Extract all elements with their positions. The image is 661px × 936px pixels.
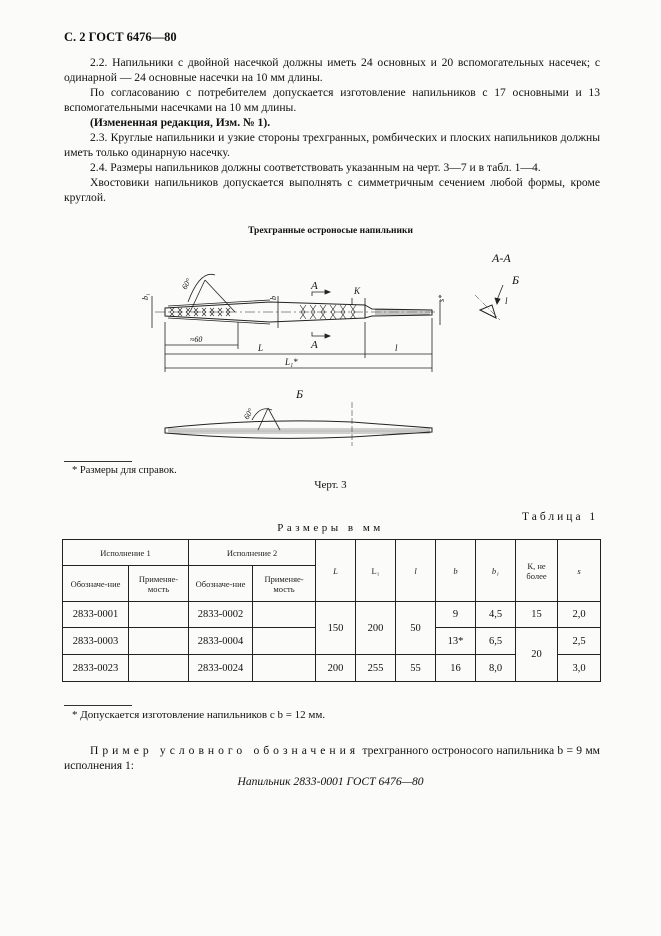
footnote-rule <box>64 461 132 462</box>
cell-designation-2: 2833-0002 <box>189 602 253 628</box>
section-view <box>475 285 503 320</box>
label-a-bottom: А <box>311 339 318 351</box>
header-exec2: Исполнение 2 <box>189 540 316 566</box>
cell-l: 55 <box>396 655 436 682</box>
header-designation-2: Обозначе-ние <box>189 566 253 602</box>
label-b: b <box>269 296 278 300</box>
label-a-top: А <box>311 280 318 292</box>
cell-b1: 6,5 <box>476 628 516 655</box>
label-b1: b₁ <box>141 293 150 300</box>
cell-L1: 255 <box>356 655 396 682</box>
label-dim-60: ≈60 <box>190 335 203 344</box>
label-section-l: l <box>505 296 508 306</box>
paragraph-2-2: 2.2. Напильники с двойной насечкой должны иметь 24 основных и 20 вспомогательных насечек; с одинарной — 24 основные насечки на 10 мм длины. <box>64 56 600 84</box>
header-application-2: Применяе-мость <box>253 566 316 602</box>
cell-L: 200 <box>316 655 356 682</box>
cell-k: 15 <box>516 602 558 628</box>
dimensions-table <box>62 539 601 682</box>
cell-b1: 8,0 <box>476 655 516 682</box>
paragraph-2-4: 2.4. Размеры напильников должны соответствовать указанным на черт. 3—7 и в табл. 1—4. <box>90 161 541 174</box>
figure-caption: Черт. 3 <box>314 479 347 491</box>
label-section-aa: А-А <box>492 251 511 265</box>
cell-b: 16 <box>436 655 476 682</box>
header-b: b <box>436 540 476 602</box>
cell-designation-1: 2833-0003 <box>63 628 129 655</box>
paragraph-2-3: 2.3. Круглые напильники и узкие стороны трехгранных, ромбических и плоских напильников должны иметь только одинарную насечку. <box>64 131 600 159</box>
cell-L1: 200 <box>356 602 396 655</box>
table-row <box>63 602 601 628</box>
example-designation: Напильник 2833-0001 ГОСТ 6476—80 <box>237 775 424 788</box>
header-application-1: Применяе-мость <box>129 566 189 602</box>
header-l: l <box>396 540 436 602</box>
paragraph-amendment: (Измененная редакция, Изм. № 1). <box>90 116 271 129</box>
header-s: s <box>558 540 601 602</box>
cell-designation-2: 2833-0004 <box>189 628 253 655</box>
view-b <box>165 402 432 446</box>
figure-footnote: * Размеры для справок. <box>72 465 177 476</box>
page-header: С. 2 ГОСТ 6476—80 <box>64 30 177 44</box>
cell-designation-2: 2833-0024 <box>189 655 253 682</box>
cell-s: 2,0 <box>558 602 601 628</box>
paragraph-agreement: По согласованию с потребителем допускается изготовление напильников с 17 основными и 13 вспомогательными насечками на 10 мм длины. <box>64 86 600 114</box>
header-L1: L₁ <box>356 540 396 602</box>
cell-b: 9 <box>436 602 476 628</box>
file-drawing <box>0 240 661 455</box>
table-footnote: * Допускается изготовление напильников с b = 12 мм. <box>72 709 326 721</box>
cell-L: 150 <box>316 602 356 655</box>
table-title: Размеры в мм <box>277 522 384 534</box>
table-label: Таблица 1 <box>522 511 599 523</box>
example-paragraph <box>64 743 600 773</box>
label-angle: 60° <box>179 276 194 291</box>
cell-s: 2,5 <box>558 628 601 655</box>
cell-b: 13* <box>436 628 476 655</box>
table-footnote-rule <box>64 705 132 706</box>
cell-k-merged: 20 <box>516 628 558 682</box>
example-lead: Пример условного обозначения <box>90 744 360 757</box>
header-L: L <box>316 540 356 602</box>
figure-title: Трехгранные остроносые напильники <box>248 226 413 236</box>
paragraph-shanks: Хвостовики напильников допускается выполнять с симметричным сечением любой формы, кроме круглой. <box>64 176 600 204</box>
cell-designation-1: 2833-0023 <box>63 655 129 682</box>
label-dim-l1: L₁* <box>285 357 298 367</box>
header-b1: b₁ <box>476 540 516 602</box>
cell-l: 50 <box>396 602 436 655</box>
cell-b1: 4,5 <box>476 602 516 628</box>
label-dim-l-big: L <box>258 343 264 353</box>
label-dim-l: l <box>395 343 398 353</box>
header-exec1: Исполнение 1 <box>63 540 189 566</box>
example-rest: трехгранного остроносого напильника b = 9 мм исполнения 1: <box>64 744 600 772</box>
label-angle-b: 60° <box>241 406 256 421</box>
cell-s: 3,0 <box>558 655 601 682</box>
cell-designation-1: 2833-0001 <box>63 602 129 628</box>
label-view-b: Б <box>296 387 304 401</box>
label-s: s* <box>437 294 446 302</box>
header-designation-1: Обозначе-ние <box>63 566 129 602</box>
header-k: К, не более <box>516 540 558 602</box>
label-k: К <box>354 286 360 296</box>
label-b-arrow: Б <box>512 273 520 287</box>
